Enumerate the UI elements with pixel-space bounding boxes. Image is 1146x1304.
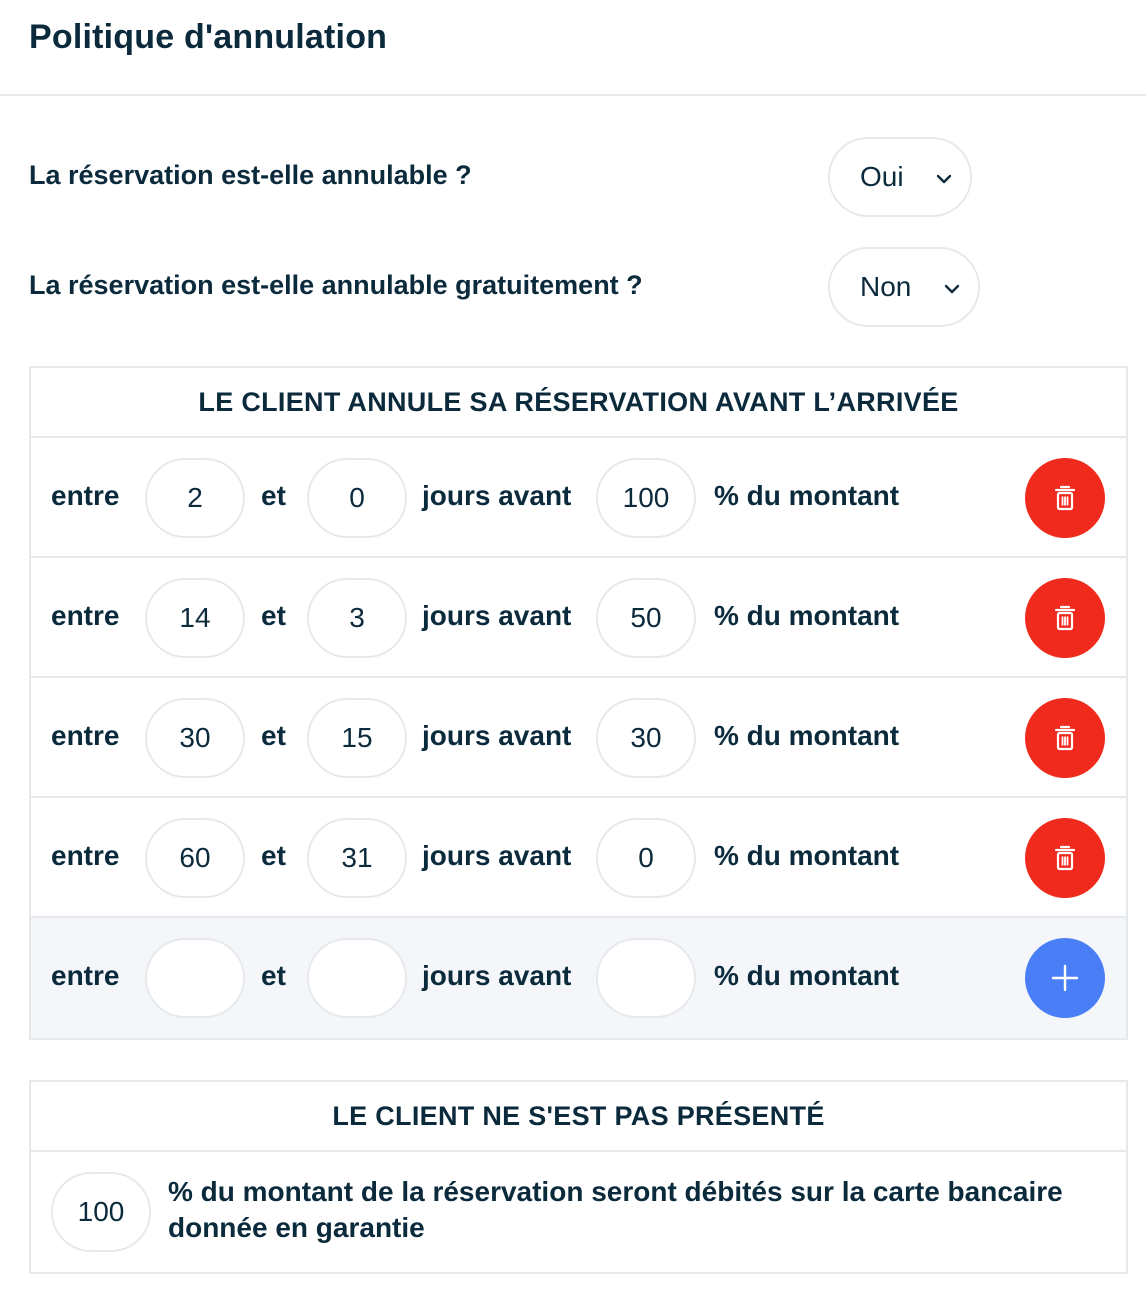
no-show-description: % du montant de la réservation seront débités sur la carte bancaire donnée en garantie <box>168 1176 1063 1243</box>
cancellation-rule-row <box>31 678 1126 798</box>
chevron-down-icon <box>940 277 964 301</box>
percent-label: % du montant <box>714 840 900 871</box>
plus-icon <box>1051 964 1079 992</box>
page-title: Politique d'annulation <box>29 18 388 56</box>
cancellation-rule-row <box>31 798 1126 918</box>
trash-icon <box>1054 845 1076 871</box>
no-show-percent-input[interactable]: 100 <box>51 1172 151 1252</box>
days-from-input[interactable]: 30 <box>145 698 245 778</box>
trash-icon <box>1054 605 1076 631</box>
delete-rule-button[interactable] <box>1025 578 1105 658</box>
free-cancellation-select[interactable] <box>828 247 980 327</box>
days-to-input[interactable]: 15 <box>307 698 407 778</box>
percent-input[interactable]: 0 <box>596 818 696 898</box>
days-from-input[interactable]: 60 <box>145 818 245 898</box>
days-before-label: jours avant <box>422 840 572 871</box>
no-show-section <box>29 1080 1128 1274</box>
percent-input[interactable]: 50 <box>596 578 696 658</box>
days-to-input[interactable]: 31 <box>307 818 407 898</box>
page-header <box>0 0 1146 96</box>
and-label: et <box>261 600 286 631</box>
and-label: et <box>261 720 286 751</box>
cancellable-select-value: Oui <box>860 161 904 192</box>
new-days-to-input[interactable] <box>307 938 407 1018</box>
percent-label: % du montant <box>714 600 900 631</box>
percent-label: % du montant <box>714 960 900 991</box>
cancellable-select[interactable] <box>828 137 972 217</box>
days-from-input[interactable]: 14 <box>145 578 245 658</box>
days-before-label: jours avant <box>422 960 572 991</box>
days-before-label: jours avant <box>422 480 572 511</box>
percent-label: % du montant <box>714 720 900 751</box>
days-before-label: jours avant <box>422 600 572 631</box>
percent-label: % du montant <box>714 480 900 511</box>
and-label: et <box>261 480 286 511</box>
days-before-label: jours avant <box>422 720 572 751</box>
delete-rule-button[interactable] <box>1025 458 1105 538</box>
cancellation-rule-row <box>31 558 1126 678</box>
before-arrival-section <box>29 366 1128 1040</box>
and-label: et <box>261 840 286 871</box>
trash-icon <box>1054 725 1076 751</box>
between-label: entre <box>51 960 120 991</box>
delete-rule-button[interactable] <box>1025 818 1105 898</box>
between-label: entre <box>51 480 120 511</box>
between-label: entre <box>51 840 120 871</box>
chevron-down-icon <box>932 167 956 191</box>
new-days-from-input[interactable] <box>145 938 245 1018</box>
percent-input[interactable]: 100 <box>596 458 696 538</box>
delete-rule-button[interactable] <box>1025 698 1105 778</box>
between-label: entre <box>51 600 120 631</box>
add-rule-button[interactable] <box>1025 938 1105 1018</box>
new-rule-row <box>31 918 1126 1038</box>
trash-icon <box>1054 485 1076 511</box>
percent-input[interactable]: 30 <box>596 698 696 778</box>
days-to-input[interactable]: 0 <box>307 458 407 538</box>
new-percent-input[interactable] <box>596 938 696 1018</box>
days-from-input[interactable]: 2 <box>145 458 245 538</box>
cancellation-rule-row <box>31 438 1126 558</box>
before-arrival-title: LE CLIENT ANNULE SA RÉSERVATION AVANT L’ARRIVÉE <box>31 368 1126 438</box>
no-show-title: LE CLIENT NE S'EST PAS PRÉSENTÉ <box>31 1082 1126 1152</box>
and-label: et <box>261 960 286 991</box>
days-to-input[interactable]: 3 <box>307 578 407 658</box>
free-cancellation-select-value: Non <box>860 271 912 302</box>
between-label: entre <box>51 720 120 751</box>
cancellable-question: La réservation est-elle annulable ? <box>29 160 472 190</box>
free-cancellation-question: La réservation est-elle annulable gratuitement ? <box>29 270 643 300</box>
